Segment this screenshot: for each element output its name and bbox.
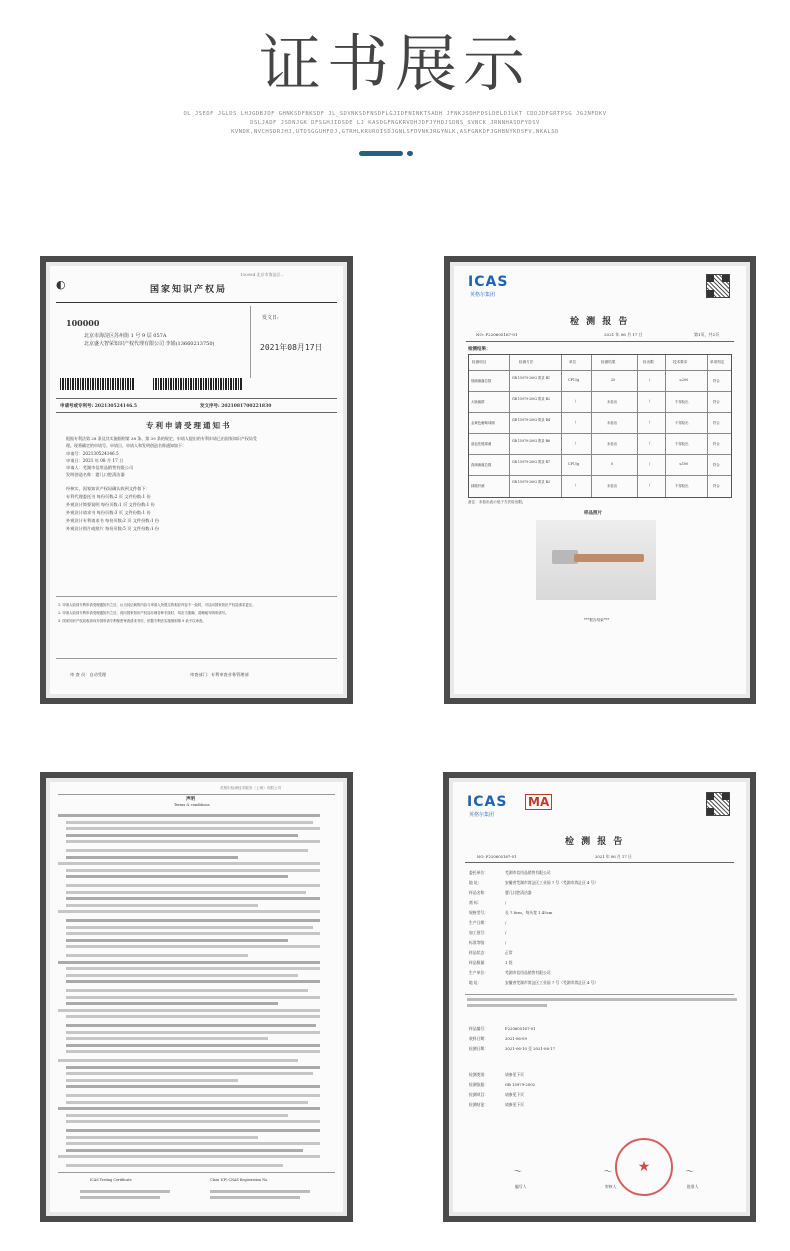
cma-logo: MA: [525, 794, 552, 810]
terms-text-line: [66, 1037, 268, 1040]
table-cell: 不得检出: [675, 400, 689, 404]
patent-sent-label: 发文日:: [262, 315, 279, 321]
patent-body-12: 外观设计图片或照片 每份页数:5 页 文件份数:1 份: [66, 526, 160, 531]
terms-text-line: [66, 904, 258, 907]
terms-text-line: [66, 840, 320, 843]
terms-text-line: [66, 897, 320, 900]
qr-code-icon: [706, 274, 730, 298]
signature-approver: 〜: [685, 1167, 693, 1176]
table-cell: /: [575, 441, 577, 445]
divider-bar: [359, 151, 403, 156]
terms-text-line: [58, 910, 320, 913]
terms-text-line: [66, 989, 308, 992]
patent-body-10: 外观设计请求书 每份页数:3 页 文件份数:1 份: [66, 510, 151, 515]
barcode-left: [60, 378, 135, 390]
terms-text-line: [66, 919, 320, 922]
table-cell: 未检出: [607, 421, 618, 425]
terms-text-line: [58, 1059, 298, 1062]
table-cell: 符合: [713, 442, 720, 446]
table-cell: GB 15979-2002 附录 B6: [512, 439, 551, 443]
report-2-remark-line: [467, 998, 737, 1001]
table-cell: 不得检出: [675, 421, 689, 425]
terms-text-line: [58, 961, 320, 964]
terms-text-line: [66, 1072, 313, 1075]
terms-text-line: [66, 1149, 303, 1152]
report-field-value: 安徽省芜湖市湾沚区工业园 7 号（芜湖市湾沚区 4 号）: [505, 980, 599, 985]
table-cell: 符合: [713, 484, 720, 488]
report-field-label: 商 标：: [469, 900, 482, 905]
patent-app-no: 申请号或专利号: 202130524146.5: [60, 404, 137, 409]
patent-footer-right: 审查部门：专利审查业务管理部: [190, 672, 249, 677]
certificate-mat: [450, 262, 750, 698]
table-cell: ≤200: [679, 378, 689, 382]
certificate-mat: [46, 262, 347, 698]
test-report-2-document: [453, 782, 746, 1212]
sign-role-writer: 编写人: [515, 1184, 527, 1189]
terms-text-line: [66, 980, 320, 983]
patent-header-code: 100084 北京市海淀区...: [240, 272, 285, 277]
report-field-label: 样品编号：: [469, 1026, 488, 1031]
report-field-value: 2021-06-09: [505, 1036, 527, 1041]
report-field-value: 1 袋: [505, 960, 513, 965]
report-field-label: 检测日期：: [469, 1046, 488, 1051]
report-2-date: 2021 年 06 月 17 日: [595, 854, 632, 859]
patent-body-11: 外观设计专利请求书 每份页数:2 页 文件份数:1 份: [66, 518, 160, 523]
terms-text-line: [66, 1031, 320, 1034]
table-cell: 符合: [713, 421, 720, 425]
terms-text-line: [66, 849, 308, 852]
report-field-label: 地 址：: [469, 980, 482, 985]
table-cell: GB 15979-2002 附录 B1: [512, 376, 551, 380]
patent-address-2: 北京盛大智荣知识产权代理有限公司 李娟(13660213750): [84, 341, 215, 347]
icas-logo-sub: 英格尔集团: [470, 292, 496, 298]
table-cell: /: [575, 420, 577, 424]
table-cell: 符合: [713, 379, 720, 383]
divider-dot: [407, 151, 413, 156]
report-1-note: 备注：未检出表示低于方法检出限。: [468, 500, 526, 504]
certificate-frame-report-1[interactable]: [444, 256, 756, 704]
report-field-label: 规格型号：: [469, 910, 488, 915]
title-divider: [359, 151, 415, 157]
patent-body-7: 经核实，国家知识产权局确认收到文件如下：: [66, 486, 150, 491]
sign-role-approver: 批准人: [687, 1184, 699, 1189]
terms-text-line: [66, 834, 298, 837]
terms-title-cn: 声明: [186, 797, 195, 802]
subtitle-line-3: KVNDK,NVCHSDRJHJ,UTDSGGUHFDJ,GTRHLKRUROISDJGNLSFDVNKJRGYNLK,ASFGNKDFJGHBNYKDSFV,NKALSD: [231, 129, 559, 135]
report-field-value: 安徽省芜湖市湾沚区工业园 7 号（芜湖市湾沚区 4 号）: [505, 880, 599, 885]
table-cell: CFU/g: [568, 378, 580, 382]
table-cell: /: [575, 399, 577, 403]
report-field-label: 生产单位：: [469, 970, 488, 975]
report-field-value: 芜湖市信用品销售有限公司: [505, 870, 551, 875]
report-2-no: NO: F220605167-01: [477, 854, 517, 859]
report-field-value: /: [505, 940, 507, 945]
report-field-label: 样品状态：: [469, 950, 488, 955]
terms-text-line: [66, 875, 288, 878]
report-field-value: 请参见下页: [505, 1092, 524, 1097]
terms-footer-left: ICAS Testing Certificate: [90, 1178, 132, 1182]
patent-office-name: 国家知识产权局: [150, 285, 228, 295]
report-field-value: /: [505, 920, 507, 925]
table-cell: 绿脓杆菌: [471, 484, 485, 488]
col-header: 单位: [569, 360, 577, 364]
qr-code-icon: [706, 792, 730, 816]
patent-notice-document: [50, 266, 343, 694]
terms-text-line: [66, 1142, 320, 1145]
certificate-frame-patent[interactable]: [40, 256, 353, 704]
report-field-label: 地 址：: [469, 880, 482, 885]
patent-body-3: 申请号：202130524146.5: [66, 451, 119, 456]
report-field-value: F220605167-01: [505, 1026, 536, 1031]
report-field-label: 样品数量：: [469, 960, 488, 965]
report-field-value: 长 7.8cm，每头宽 1.45cm: [505, 910, 553, 915]
terms-text-line: [66, 1114, 288, 1117]
terms-header: 英格尔检测技术服务（上海）有限公司: [220, 786, 282, 790]
report-1-date: 2021 年 06 月 17 日: [604, 332, 643, 337]
table-cell: ≤100: [679, 462, 689, 466]
page-title: 证书展示: [258, 27, 531, 100]
photo-label: 样品照片: [584, 511, 602, 516]
table-cell: 细菌菌落总数: [471, 379, 492, 383]
terms-text-line: [66, 967, 320, 970]
icas-logo: ICAS: [467, 794, 508, 810]
table-cell: GB 15979-2002 附录 B4: [512, 418, 551, 422]
report-2-remark-line-2: [467, 1004, 547, 1007]
sign-role-reviewer: 审核人: [605, 1184, 617, 1189]
report-1-title: 检 测 报 告: [570, 317, 630, 327]
terms-text-line: [66, 1079, 238, 1082]
report-field-value: GB 15979-2002: [505, 1082, 536, 1087]
terms-text-line: [66, 821, 313, 824]
report-field-value: 请参见下页: [505, 1102, 524, 1107]
patent-office-logo-icon: ◐: [56, 278, 66, 291]
patent-body-5: 申请人：芜湖市信用品销售有限公司: [66, 465, 134, 470]
subtitle-line-1: OL JSEDF JGLDS LHJGDBJDF GHNKSDFBKSDF JL_SDVNKSDFNSDFLGJIDFNINKTSADH JFNKJSDHFDSLDELDJLKT CDDJDFGRTPSG JGJNFDKV: [183, 111, 607, 117]
table-cell: /: [575, 483, 577, 487]
table-cell: 真菌菌落总数: [471, 463, 492, 467]
report-field-value: 2021-06-10 至 2021-06-17: [505, 1046, 555, 1051]
patent-body-2: 理。现将确定的申请号、申请日、申请人和发明创造名称通知如下：: [66, 443, 186, 448]
terms-text-line: [66, 1024, 316, 1027]
patent-body-4: 申请日：2021 年 08 月 17 日: [66, 458, 124, 463]
terms-text-line: [66, 1066, 320, 1069]
table-cell: 金黄色葡萄球菌: [471, 421, 495, 425]
table-cell: CFU/g: [568, 462, 580, 466]
patent-note-2: 2. 申请人收到专利申请受理通知书之后，再向国家知识产权局办理各种手续时，均应当准确、清晰地写明申请号。: [58, 611, 229, 615]
terms-footer-block-right: [210, 1190, 310, 1193]
table-cell: GB 15979-2002 附录 B2: [512, 397, 551, 401]
terms-text-line: [58, 1107, 320, 1110]
table-cell: /: [649, 399, 651, 403]
terms-footer-right: Class 1(F) CNAS Registration No.: [210, 1178, 269, 1182]
report-field-label: 标准等级：: [469, 940, 488, 945]
table-cell: GB 15979-2002 附录 B7: [512, 460, 551, 464]
table-cell: 大肠菌群: [471, 400, 485, 404]
terms-text-line: [66, 1136, 258, 1139]
report-field-value: 芜湖市信用品销售有限公司: [505, 970, 551, 975]
col-header: 单项判定: [710, 360, 725, 364]
col-header: 检测项目: [472, 360, 487, 364]
patent-body-8: 专利代理委托书 每份页数:2 页 文件份数:1 份: [66, 494, 151, 499]
terms-text-line: [66, 996, 320, 999]
official-seal-icon: ★: [615, 1138, 673, 1196]
terms-text-line: [66, 1129, 320, 1132]
terms-text-line: [66, 1085, 320, 1088]
table-cell: GB 15979-2002 附录 B3: [512, 480, 551, 484]
terms-text-line: [66, 891, 306, 894]
terms-title-en: Terms & conditions: [174, 803, 210, 807]
report-field-label: 样品名称：: [469, 890, 488, 895]
report-field-label: 委托单位：: [469, 870, 488, 875]
terms-text-line: [66, 926, 313, 929]
col-header: 检测结果: [601, 360, 616, 364]
certificate-mat: [46, 778, 347, 1216]
report-2-title: 检 测 报 告: [565, 837, 625, 847]
table-cell: 未检出: [607, 442, 618, 446]
patent-note-1: 1. 申请人收到专利申请受理通知书之后，认为其记载的内容与申请人所提交的相应内容不一致时，可以向国家知识产权局请求更正。: [58, 603, 256, 607]
terms-text-line: [66, 974, 298, 977]
report-field-value: 正常: [505, 950, 513, 955]
sample-handle: [574, 554, 644, 562]
terms-text-line: [66, 1101, 308, 1104]
report-field-label: 生产日期：: [469, 920, 488, 925]
icas-logo: ICAS: [468, 274, 509, 290]
table-cell: /: [649, 441, 651, 445]
table-cell: /: [649, 483, 651, 487]
patent-doc-title: 专利申请受理通知书: [146, 421, 232, 430]
terms-text-line: [66, 827, 320, 830]
terms-text-line: [66, 856, 238, 859]
report-1-results-table: [468, 354, 732, 498]
patent-body-6: 发明创造名称：婴儿口腔清洁器: [66, 472, 125, 477]
table-cell: 20: [611, 378, 616, 382]
patent-sent-date: 2021年08月17日: [260, 343, 323, 352]
terms-text-line: [58, 1009, 320, 1012]
signature-writer: 〜: [513, 1167, 521, 1176]
table-cell: 0: [611, 462, 614, 466]
report-field-value: 婴儿口腔清洁器: [505, 890, 532, 895]
terms-text-line: [66, 1094, 320, 1097]
terms-text-line: [66, 954, 248, 957]
terms-footer-block-left-2: [80, 1196, 160, 1199]
table-cell: 溶血性链球菌: [471, 442, 492, 446]
certificate-mat: [449, 778, 750, 1216]
report-field-value: /: [505, 930, 507, 935]
terms-text-line: [66, 932, 320, 935]
table-cell: 符合: [713, 400, 720, 404]
patent-address-1: 北京市海淀区苏州街 1 号 9 层 057A: [84, 333, 167, 339]
patent-postcode: 100000: [66, 318, 100, 328]
col-header: 检出限: [643, 360, 654, 364]
terms-text-line: [66, 1164, 283, 1167]
report-field-value: /: [505, 900, 507, 905]
report-field-label: 检测依据：: [469, 1082, 488, 1087]
terms-text-line: [66, 1015, 320, 1018]
report-1-end: ***报告结束***: [584, 618, 610, 622]
certificate-frame-terms[interactable]: [40, 772, 353, 1222]
patent-footer-left: 审 查 员：自动受理: [70, 672, 107, 677]
terms-text-line: [58, 862, 320, 865]
signature-reviewer: 〜: [603, 1167, 611, 1176]
terms-text-line: [66, 1044, 320, 1047]
patent-note-3: 3. 国家知识产权局收到向外国申请专利保密审查请求书后，依据专利法实施细则第 9 条予以审查。: [58, 619, 206, 623]
table-cell: 未检出: [607, 400, 618, 404]
barcode-right: [153, 378, 243, 390]
table-cell: 不得检出: [675, 484, 689, 488]
terms-text-line: [58, 1155, 320, 1158]
test-report-1-document: [454, 266, 746, 694]
terms-text-line: [66, 1050, 320, 1053]
report-field-label: 加工批号：: [469, 930, 488, 935]
subtitle-line-2: DSLJADF JSDNJGK DFSGHJIDSDE LJ KASDGFNGKRVDHJDFJYHDJSDNS_SVNCK JRNNHASDFYDSV: [250, 120, 540, 126]
report-1-section: 检测结果：: [468, 347, 491, 352]
table-cell: 符合: [713, 463, 720, 467]
icas-logo-sub: 英格尔集团: [469, 812, 495, 818]
report-field-label: 收样日期：: [469, 1036, 488, 1041]
report-field-label: 检测项目：: [469, 1092, 488, 1097]
table-cell: 不得检出: [675, 442, 689, 446]
col-header: 技术要求: [673, 360, 688, 364]
terms-text-line: [66, 1120, 320, 1123]
terms-text-line: [66, 869, 320, 872]
col-header: 检测方法: [519, 360, 534, 364]
terms-text-line: [66, 945, 320, 948]
report-1-page: 第1页，共2页: [694, 332, 720, 337]
terms-text-line: [66, 939, 288, 942]
table-cell: /: [649, 462, 651, 466]
certificate-frame-report-2[interactable]: [443, 772, 756, 1222]
terms-text-line: [66, 1002, 278, 1005]
terms-document: [50, 782, 343, 1212]
table-cell: /: [649, 378, 651, 382]
report-field-label: 检测结论：: [469, 1102, 488, 1107]
terms-text-line: [66, 884, 320, 887]
patent-body-9: 外观设计简要说明 每份页数:1 页 文件份数:1 份: [66, 502, 155, 507]
terms-text-line: [58, 814, 320, 817]
table-cell: /: [649, 420, 651, 424]
report-1-no: NO: F220605167-01: [476, 332, 518, 337]
terms-footer-block-left: [80, 1190, 170, 1193]
report-field-value: 请参见下页: [505, 1072, 524, 1077]
patent-doc-no: 发文序号: 2021081700221830: [200, 404, 272, 409]
report-field-label: 检测类别：: [469, 1072, 488, 1077]
terms-footer-block-right-2: [210, 1196, 300, 1199]
table-cell: 未检出: [607, 484, 618, 488]
sample-photo: [536, 520, 656, 600]
patent-body-1: 根据专利法第 28 条及其实施细则第 38 条、第 39 条的规定，申请人提出的专利申请已由国家知识产权局受: [66, 436, 257, 441]
